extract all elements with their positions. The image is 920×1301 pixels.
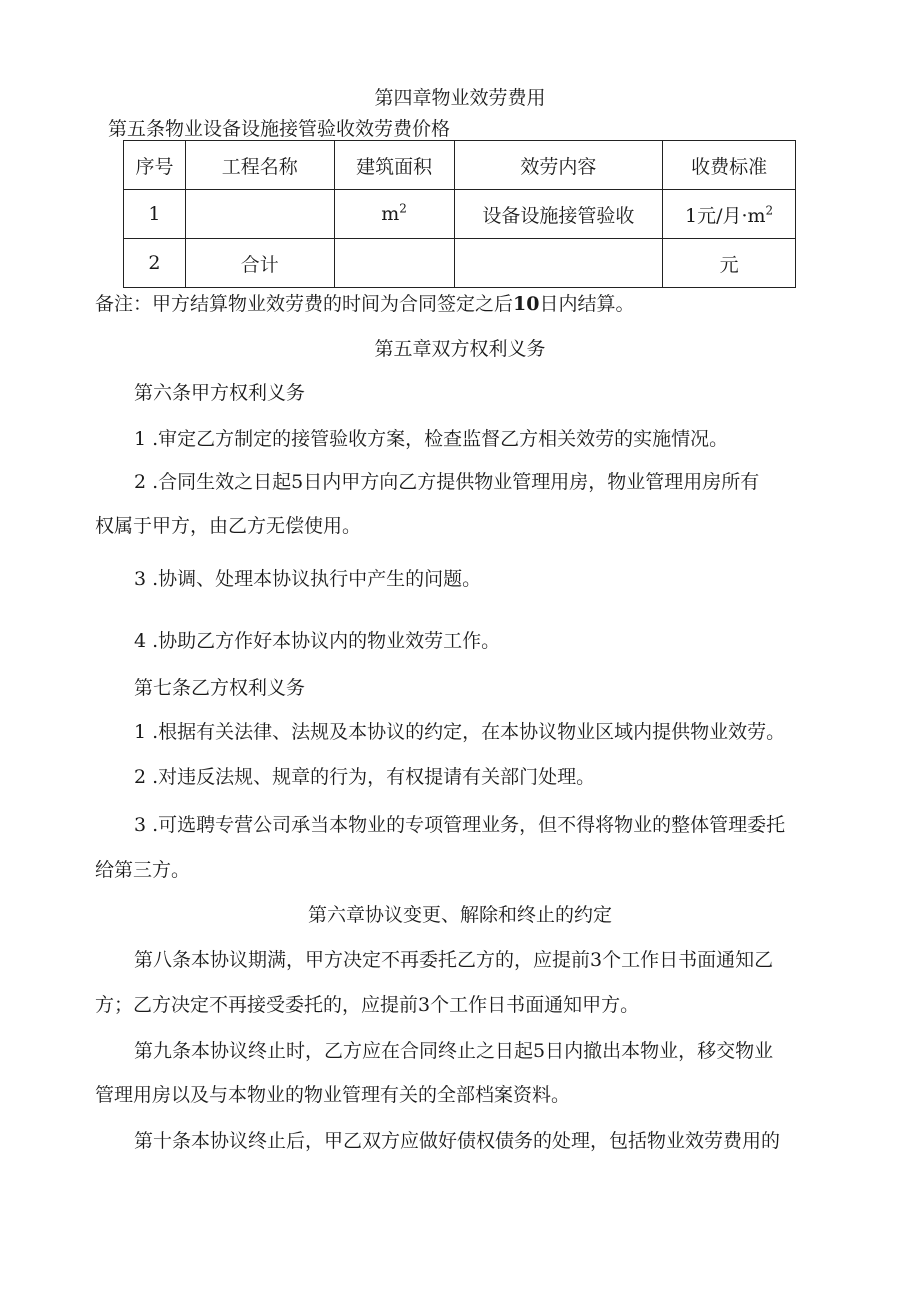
- chapter-4-title: 第四章物业效劳费用: [374, 87, 546, 109]
- remark-suffix: 日内结算。: [539, 293, 635, 315]
- article-7-item: 3 .可选聘专营公司承当本物业的专项管理业务，但不得将物业的整体管理委托: [134, 814, 786, 836]
- article-9-line: 第九条本协议终止时，乙方应在合同终止之日起5日内撤出本物业，移交物业: [134, 1040, 774, 1062]
- cell-fee: [663, 239, 796, 288]
- cell-area: [334, 190, 454, 239]
- cell-area: [334, 239, 454, 288]
- cell-name: 合计: [185, 239, 334, 288]
- chapter-5-title: 第五章双方权利义务: [374, 338, 546, 360]
- header-cell: 收费标准: [663, 141, 796, 190]
- area-unit-sup: 2: [399, 201, 407, 216]
- article-6-item: 3 .协调、处理本协议执行中产生的问题。: [134, 568, 482, 590]
- article-6-item: 4 .协助乙方作好本协议内的物业效劳工作。: [134, 630, 501, 652]
- header-cell: 序号: [124, 141, 186, 190]
- cell-no: 2: [124, 239, 186, 288]
- table-row: [124, 190, 796, 239]
- table-row: [124, 239, 796, 288]
- cell-no: 1: [124, 190, 186, 239]
- article-8-line: 方；乙方决定不再接受委托的，应提前3个工作日书面通知甲方。: [95, 994, 640, 1016]
- article-5-title: 第五条物业设备设施接管验收效劳费价格: [108, 118, 451, 140]
- remark-days: 10: [513, 293, 540, 315]
- cell-content: [454, 239, 663, 288]
- header-cell: 建筑面积: [334, 141, 454, 190]
- cell-name: [185, 190, 334, 239]
- article-6-item: 2 .合同生效之日起5日内甲方向乙方提供物业管理用房，物业管理用房所有: [134, 471, 760, 493]
- article-7-item: 1 .根据有关法律、法规及本协议的约定，在本协议物业区域内提供物业效劳。: [134, 721, 786, 743]
- article-6-title: 第六条甲方权利义务: [134, 382, 306, 404]
- table-header-row: [124, 141, 796, 190]
- fee-table: [123, 140, 796, 288]
- fee-value: 1元/月·m: [684, 204, 766, 227]
- cell-content: 设备设施接管验收: [454, 190, 663, 239]
- header-cell: 工程名称: [185, 141, 334, 190]
- article-7-item: 2 .对违反法规、规章的行为，有权提请有关部门处理。: [134, 766, 596, 788]
- chapter-6-title: 第六章协议变更、解除和终止的约定: [307, 904, 612, 926]
- header-cell: 效劳内容: [454, 141, 663, 190]
- article-9-line: 管理用房以及与本物业的物业管理有关的全部档案资料。: [95, 1084, 571, 1106]
- article-6-item: 1 .审定乙方制定的接管验收方案，检查监督乙方相关效劳的实施情况。: [134, 428, 729, 450]
- cell-fee: [663, 190, 796, 239]
- article-10-line: 第十条本协议终止后，甲乙双方应做好债权债务的处理，包括物业效劳费用的: [134, 1130, 781, 1152]
- article-8-line: 第八条本协议期满，甲方决定不再委托乙方的，应提前3个工作日书面通知乙: [134, 949, 774, 971]
- article-6-item-continued: 权属于甲方，由乙方无偿使用。: [95, 515, 362, 537]
- article-7-title: 第七条乙方权利义务: [134, 677, 306, 699]
- fee-unit-sup: 2: [765, 203, 774, 218]
- remark-prefix: 备注：甲方结算物业效劳费的时间为合同签定之后: [95, 293, 514, 315]
- article-7-item-continued: 给第三方。: [95, 859, 191, 881]
- area-unit: m: [381, 203, 400, 225]
- remark: [95, 292, 634, 316]
- fee-value: 元: [719, 253, 739, 276]
